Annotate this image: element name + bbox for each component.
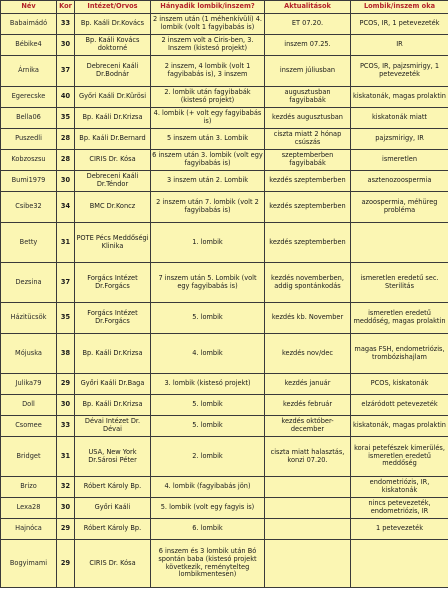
- cell-intezet: Róbert Károly Bp.: [75, 477, 151, 498]
- cell-nev: Julika79: [1, 374, 57, 395]
- cell-intezet: Bp. Kaáli Dr.Krizsa: [75, 334, 151, 374]
- cell-intezet: BMC Dr.Koncz: [75, 192, 151, 223]
- cell-intezet: Bp. Kaáli Kovács doktorné: [75, 35, 151, 56]
- table-row: [1, 416, 448, 437]
- cell-lombik: 4. lombik (+ volt egy fagyibabás is): [151, 108, 265, 129]
- cell-nev: Árnika: [1, 56, 57, 87]
- cell-nev: Puszedli: [1, 129, 57, 150]
- table-row: [1, 263, 448, 303]
- cell-aktualitas: kezdés novemberben, addig spontánkodás: [265, 263, 351, 303]
- cell-intezet: Bp. Kaáli Dr.Krizsa: [75, 395, 151, 416]
- cell-aktualitas: [265, 540, 351, 588]
- cell-aktualitas: kezdés nov/dec: [265, 334, 351, 374]
- cell-ok: [351, 223, 448, 263]
- cell-kor: 28: [57, 129, 75, 150]
- cell-lombik: 5. lombik: [151, 303, 265, 334]
- cell-kor: 30: [57, 498, 75, 519]
- cell-aktualitas: [265, 519, 351, 540]
- cell-aktualitas: ciszta miatt halasztás, konzi 07.20.: [265, 437, 351, 477]
- cell-kor: 35: [57, 303, 75, 334]
- cell-kor: 37: [57, 263, 75, 303]
- cell-aktualitas: kezdés október-december: [265, 416, 351, 437]
- cell-intezet: Győri Kaáli Dr.Kürösi: [75, 87, 151, 108]
- cell-aktualitas: ET 07.20.: [265, 14, 351, 35]
- cell-intezet: Bp. Kaáli Dr.Krizsa: [75, 108, 151, 129]
- cell-lombik: 4. lombik: [151, 334, 265, 374]
- table-row: [1, 303, 448, 334]
- cell-kor: 35: [57, 108, 75, 129]
- cell-lombik: 5. lombik: [151, 395, 265, 416]
- cell-aktualitas: ciszta miatt 2 hónap csúszás: [265, 129, 351, 150]
- cell-nev: Csomee: [1, 416, 57, 437]
- cell-intezet: Bp. Kaáli Dr.Bernard: [75, 129, 151, 150]
- cell-kor: 31: [57, 437, 75, 477]
- cell-kor: 30: [57, 35, 75, 56]
- table-row: [1, 395, 448, 416]
- cell-kor: 33: [57, 416, 75, 437]
- cell-lombik: 6. lombik: [151, 519, 265, 540]
- cell-kor: 30: [57, 171, 75, 192]
- table-row: [1, 14, 448, 35]
- table-row: [1, 437, 448, 477]
- table-row: [1, 540, 448, 588]
- cell-kor: 32: [57, 477, 75, 498]
- cell-kor: 34: [57, 192, 75, 223]
- cell-lombik: 2. lombik: [151, 437, 265, 477]
- table-row: [1, 35, 448, 56]
- cell-nev: Dezsina: [1, 263, 57, 303]
- cell-nev: Bumi1979: [1, 171, 57, 192]
- cell-lombik: 5. lombik: [151, 416, 265, 437]
- header-row: [1, 1, 448, 14]
- cell-nev: Hajnóca: [1, 519, 57, 540]
- cell-nev: Betty: [1, 223, 57, 263]
- cell-ok: kiskatonák, magas prolaktin: [351, 416, 448, 437]
- cell-lombik: 2 inszem után 7. lombik (volt 2 fagyibabás is): [151, 192, 265, 223]
- cell-ok: ismeretlen eredetű meddőség, magas prolaktin: [351, 303, 448, 334]
- cell-kor: 33: [57, 14, 75, 35]
- cell-aktualitas: [265, 477, 351, 498]
- cell-lombik: 2 inszem után (1 méhenkívüli) 4. lombik (volt 1 fagyibabás is): [151, 14, 265, 35]
- cell-kor: 29: [57, 540, 75, 588]
- cell-kor: 30: [57, 395, 75, 416]
- cell-kor: 38: [57, 334, 75, 374]
- table-row: [1, 171, 448, 192]
- cell-aktualitas: kezdés január: [265, 374, 351, 395]
- cell-ok: pajzsmirigy, IR: [351, 129, 448, 150]
- table-row: [1, 87, 448, 108]
- cell-aktualitas: kezdés szeptemberben: [265, 223, 351, 263]
- cell-lombik: 5 inszem után 3. Lombik: [151, 129, 265, 150]
- cell-ok: PCOS, IR, pajzsmirigy, 1 petevezeték: [351, 56, 448, 87]
- table-row: [1, 334, 448, 374]
- cell-kor: 29: [57, 519, 75, 540]
- cell-ok: PCOS, IR, 1 petevezeték: [351, 14, 448, 35]
- table-row: [1, 192, 448, 223]
- table-row: [1, 477, 448, 498]
- cell-intezet: CIRIS Dr. Kósa: [75, 150, 151, 171]
- cell-aktualitas: [265, 498, 351, 519]
- table-row: [1, 150, 448, 171]
- cell-intezet: Győri Kaáli Dr.Baga: [75, 374, 151, 395]
- cell-intezet: Róbert Károly Bp.: [75, 519, 151, 540]
- header-nev: Név: [1, 1, 57, 14]
- cell-ok: kiskatonák, magas prolaktin: [351, 87, 448, 108]
- header-ok: Lombik/inszem oka: [351, 1, 448, 14]
- cell-nev: Bébike4: [1, 35, 57, 56]
- cell-lombik: 6 inszem után 3. lombik (volt egy fagyibabás is): [151, 150, 265, 171]
- header-kor: Kor: [57, 1, 75, 14]
- cell-ok: IR: [351, 35, 448, 56]
- cell-nev: Brizo: [1, 477, 57, 498]
- cell-kor: 28: [57, 150, 75, 171]
- cell-aktualitas: kezdés augusztusban: [265, 108, 351, 129]
- cell-ok: PCOS, kiskatonák: [351, 374, 448, 395]
- cell-nev: Doll: [1, 395, 57, 416]
- table-row: [1, 223, 448, 263]
- cell-lombik: 6 inszem és 3 lombik után Bó spontán baba (kistesó projekt következik, reménytelteg lombikmentesen): [151, 540, 265, 588]
- cell-kor: 31: [57, 223, 75, 263]
- cell-nev: Babaimádó: [1, 14, 57, 35]
- cell-intezet: USA, New York Dr.Sárosi Péter: [75, 437, 151, 477]
- cell-nev: Lexa28: [1, 498, 57, 519]
- cell-nev: Egerecske: [1, 87, 57, 108]
- cell-intezet: Dévai Intézet Dr. Dévai: [75, 416, 151, 437]
- cell-intezet: Debreceni Kaáli Dr.Bodnár: [75, 56, 151, 87]
- cell-kor: 37: [57, 56, 75, 87]
- cell-ok: kiskatonák miatt: [351, 108, 448, 129]
- cell-ok: 1 petevezeték: [351, 519, 448, 540]
- cell-ok: korai petefészek kimerülés, ismeretlen eredetű meddőség: [351, 437, 448, 477]
- cell-ok: endometriózis, IR, kiskatonák: [351, 477, 448, 498]
- cell-nev: Bridget: [1, 437, 57, 477]
- header-aktualitas: Aktualitások: [265, 1, 351, 14]
- cell-ok: [351, 540, 448, 588]
- cell-intezet: POTE Pécs Meddőségi Klinika: [75, 223, 151, 263]
- cell-ok: magas FSH, endometriózis, trombózishajlam: [351, 334, 448, 374]
- cell-kor: 29: [57, 374, 75, 395]
- cell-ok: asztenozoospermia: [351, 171, 448, 192]
- cell-nev: Házitücsök: [1, 303, 57, 334]
- cell-lombik: 4. lombik (fagyibabás jön): [151, 477, 265, 498]
- cell-intezet: Debreceni Kaáli Dr.Téndor: [75, 171, 151, 192]
- cell-kor: 40: [57, 87, 75, 108]
- cell-aktualitas: inszem júliusban: [265, 56, 351, 87]
- cell-lombik: 2 inszem, 4 lombik (volt 1 fagyibabás is), 3 inszem: [151, 56, 265, 87]
- cell-aktualitas: kezdés február: [265, 395, 351, 416]
- cell-nev: Csibe32: [1, 192, 57, 223]
- table-row: [1, 519, 448, 540]
- cell-intezet: Bp. Kaáli Dr.Kovács: [75, 14, 151, 35]
- cell-ok: ismeretlen: [351, 150, 448, 171]
- table-row: [1, 129, 448, 150]
- cell-lombik: 5. lombik (volt egy fagyis is): [151, 498, 265, 519]
- table-row: [1, 56, 448, 87]
- cell-nev: Kobzoszsu: [1, 150, 57, 171]
- header-intezet: Intézet/Orvos: [75, 1, 151, 14]
- cell-ok: azoospermia, méhüreg probléma: [351, 192, 448, 223]
- cell-lombik: 3. lombik (kistesó projekt): [151, 374, 265, 395]
- cell-nev: Mójuska: [1, 334, 57, 374]
- cell-aktualitas: augusztusban fagyibabák: [265, 87, 351, 108]
- cell-intezet: Forgács Intézet Dr.Forgács: [75, 303, 151, 334]
- cell-lombik: 2. lombik után fagyibabák (kistesó projekt): [151, 87, 265, 108]
- cell-ok: ismeretlen eredetű sec. Sterilitás: [351, 263, 448, 303]
- cell-aktualitas: kezdés szeptemberben: [265, 192, 351, 223]
- cell-intezet: Győri Kaáli: [75, 498, 151, 519]
- cell-aktualitas: szeptemberben fagyibabák: [265, 150, 351, 171]
- cell-aktualitas: kezdés szeptemberben: [265, 171, 351, 192]
- cell-aktualitas: inszem 07.25.: [265, 35, 351, 56]
- header-lombik: Hányadik lombik/inszem?: [151, 1, 265, 14]
- cell-lombik: 2 inszem volt a Ciris-ben, 3. Inszem (kistesó projekt): [151, 35, 265, 56]
- cell-ok: nincs petevezeték, endometriózis, IR: [351, 498, 448, 519]
- cell-ok: elzáródott petevezeték: [351, 395, 448, 416]
- cell-nev: Bella06: [1, 108, 57, 129]
- cell-lombik: 1. lombik: [151, 223, 265, 263]
- cell-lombik: 3 inszem után 2. Lombik: [151, 171, 265, 192]
- table-row: [1, 108, 448, 129]
- table-row: [1, 374, 448, 395]
- table-row: [1, 498, 448, 519]
- cell-intezet: CIRIS Dr. Kósa: [75, 540, 151, 588]
- cell-nev: Bogyimami: [1, 540, 57, 588]
- cell-aktualitas: kezdés kb. November: [265, 303, 351, 334]
- cell-lombik: 7 inszem után 5. Lombik (volt egy fagyibabás is): [151, 263, 265, 303]
- cell-intezet: Forgács Intézet Dr.Forgács: [75, 263, 151, 303]
